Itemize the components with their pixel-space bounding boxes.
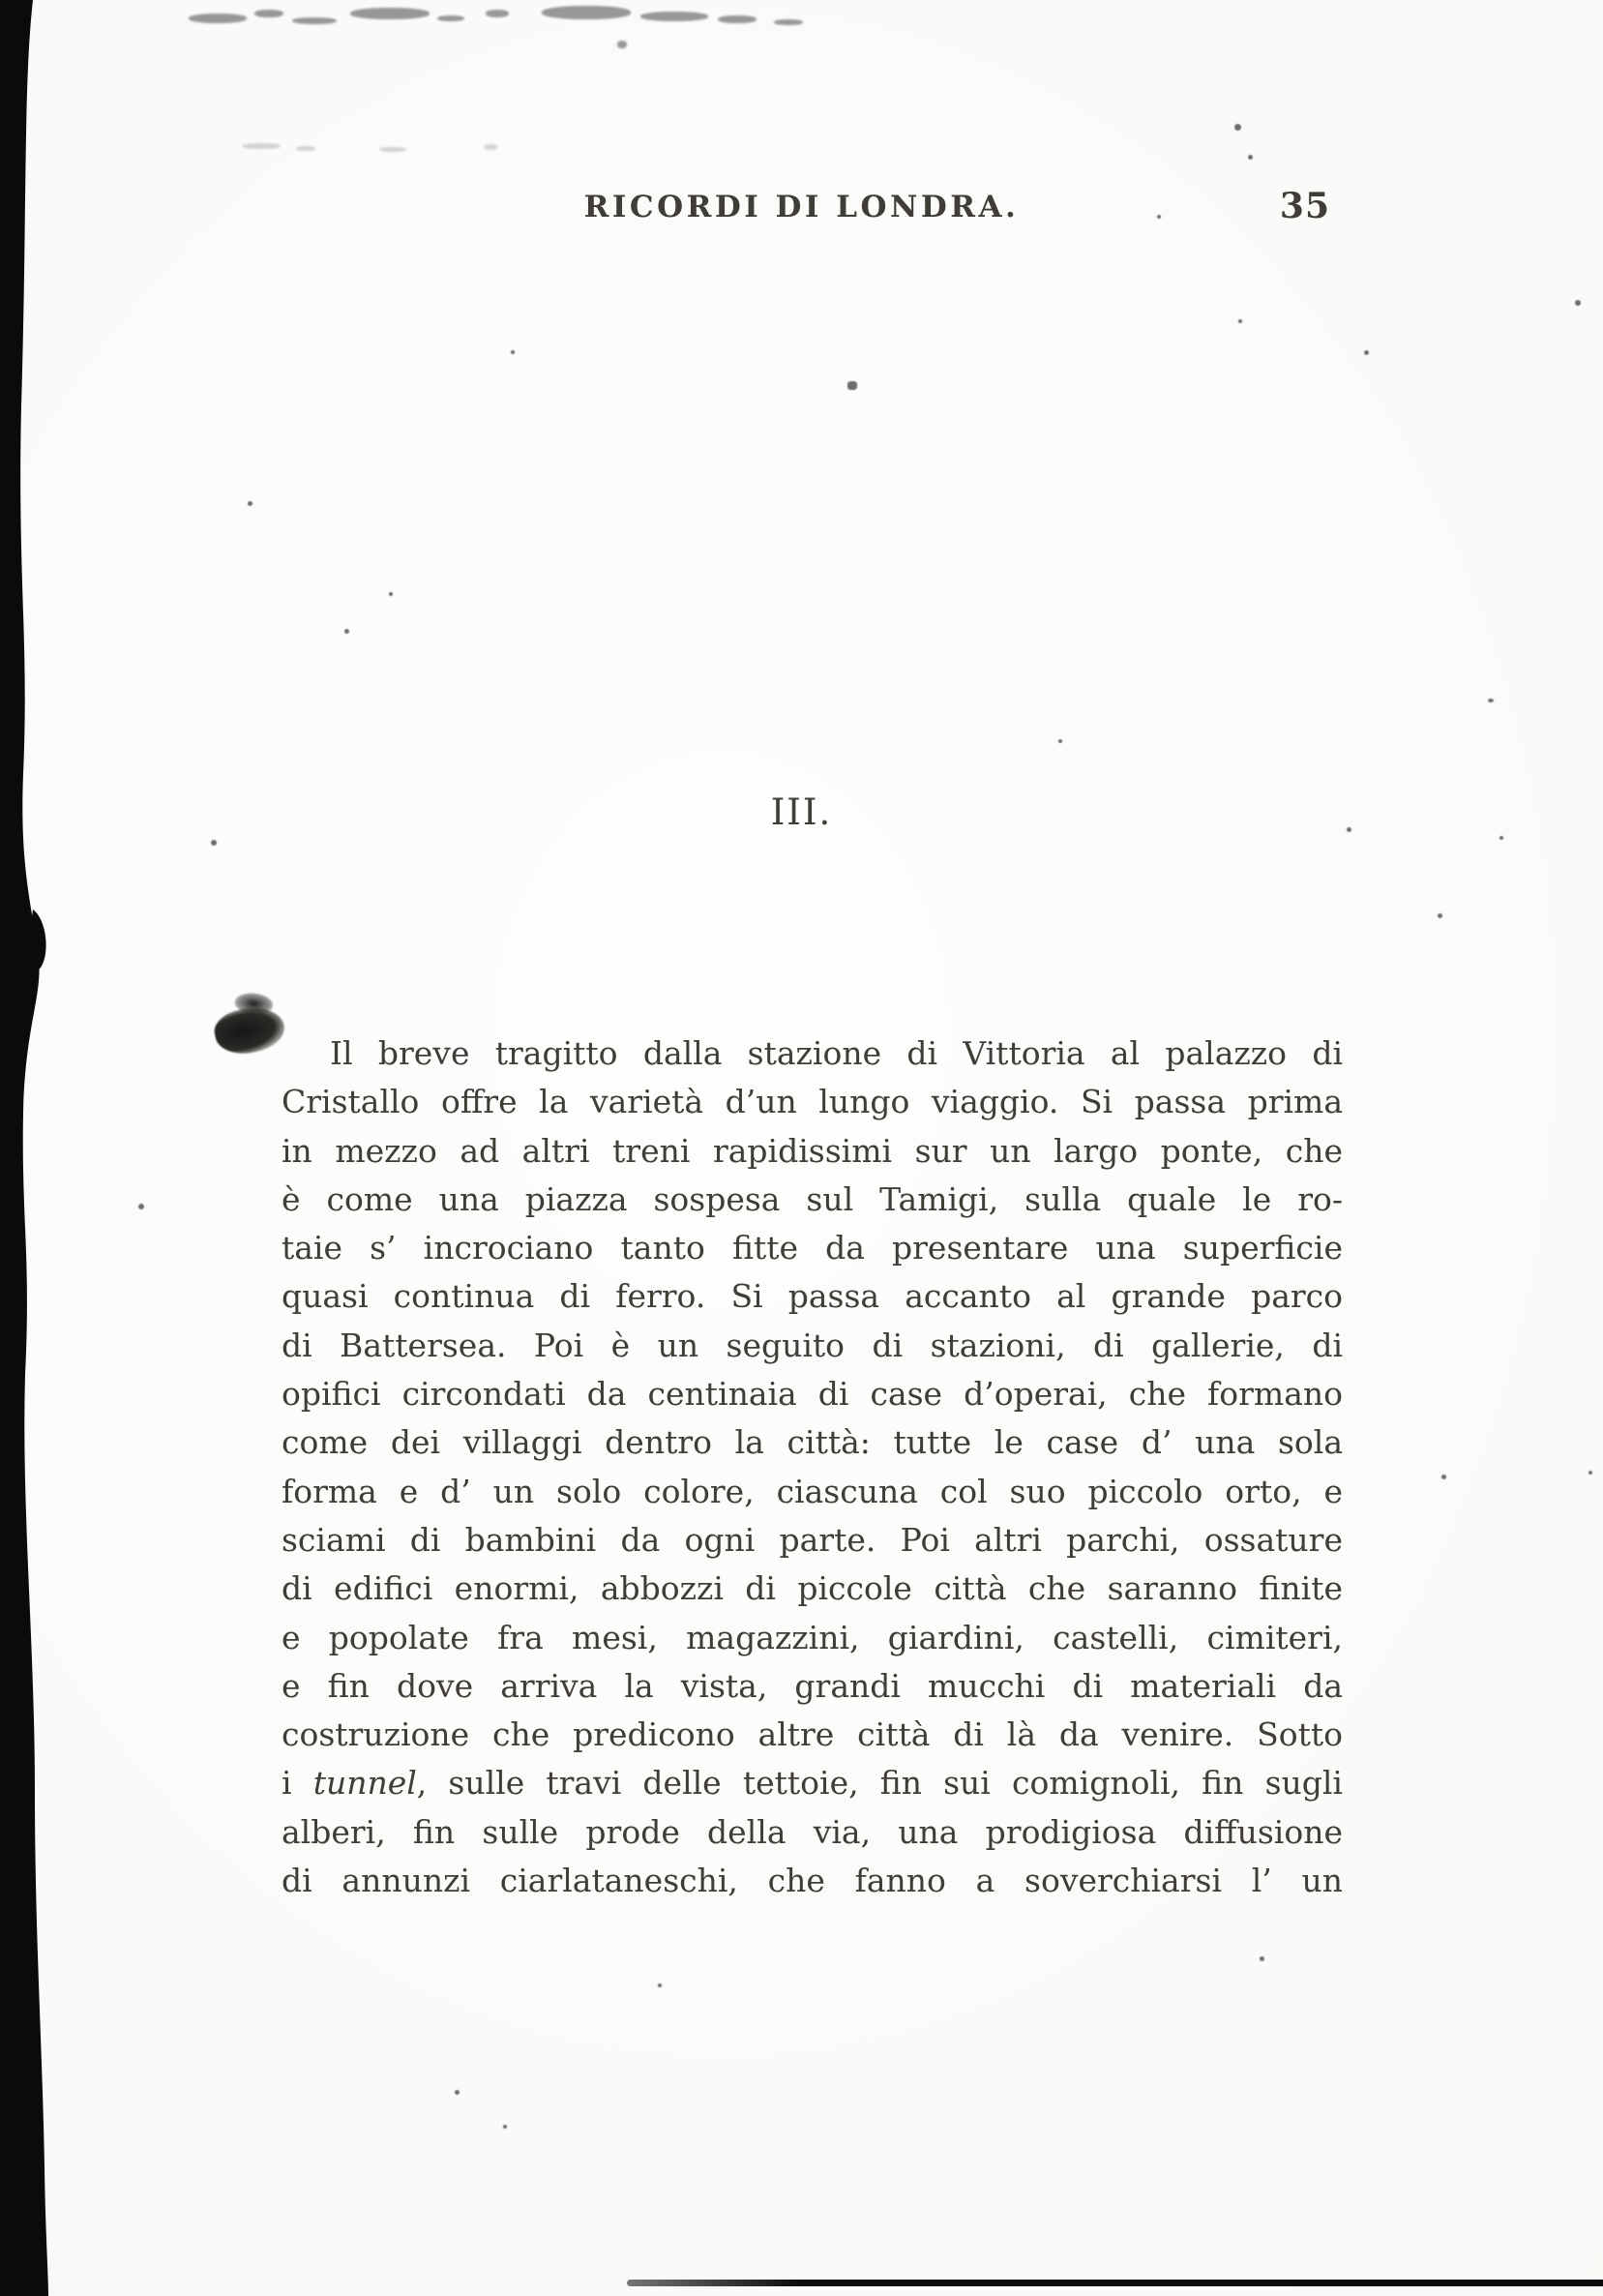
speck [658, 1983, 662, 1987]
speck [1499, 836, 1503, 840]
speck [1058, 739, 1062, 743]
speck [1248, 155, 1253, 160]
body-paragraph [282, 1029, 1343, 1905]
noise-mark [484, 144, 497, 150]
text-line: di Battersea. Poi è un seguito di stazioni, di gallerie, di [282, 1326, 1343, 1364]
text-line: sciami di bambini da ogni parte. Poi altri parchi, ossature [282, 1520, 1343, 1559]
text-line: costruzione che predicono altre città di là da venire. Sotto [282, 1715, 1343, 1754]
text-line: forma e d’ un solo colore, ciascuna col suo piccolo orto, e [282, 1472, 1343, 1510]
text-line: Cristallo offre la varietà d’un lungo viaggio. Si passa prima [282, 1083, 1343, 1121]
binding-shadow [0, 0, 58, 2296]
text-line: opifici circondati da centinaia di case d’operai, che formano [282, 1375, 1343, 1414]
text-line: i tunnel, sulle travi delle tettoie, fin sui comignoli, fin sugli [282, 1764, 1343, 1803]
noise-mark [774, 19, 803, 25]
speck [1238, 319, 1242, 323]
speck [1488, 699, 1494, 702]
italic-word: tunnel [312, 1764, 417, 1803]
noise-mark [242, 143, 281, 149]
binding-edge-shape [0, 0, 58, 2296]
text-line: in mezzo ad altri treni rapidissimi sur un largo ponte, che [282, 1131, 1343, 1170]
text-line: Il breve tragitto dalla stazione di Vittoria al palazzo di [330, 1034, 1343, 1072]
noise-mark [350, 8, 430, 19]
noise-mark [718, 15, 757, 23]
text-line: taie s’ incrociano tanto fitte da presentare una superficie [282, 1229, 1343, 1267]
speck [344, 629, 349, 634]
noise-mark [379, 147, 406, 152]
speck [511, 350, 515, 354]
text-line: e fin dove arriva la vista, grandi mucchi di materiali da [282, 1666, 1343, 1705]
section-heading: III. [770, 791, 833, 833]
noise-mark [486, 10, 509, 17]
noise-mark [640, 12, 708, 21]
text-line: di edifici enormi, abbozzi di piccole città che saranno finite [282, 1569, 1343, 1608]
speck [1234, 124, 1241, 131]
speck [847, 381, 857, 390]
speck [1441, 1475, 1446, 1479]
noise-mark [296, 146, 315, 151]
page-number: 35 [1279, 186, 1330, 226]
noise-mark [292, 17, 337, 24]
text-line: è come una piazza sospesa sul Tamigi, sulla quale le ro- [282, 1179, 1343, 1218]
speck [1575, 300, 1581, 306]
text-line: alberi, fin sulle prode della via, una prodigiosa diffusione [282, 1812, 1343, 1851]
text-line: e popolate fra mesi, magazzini, giardini, castelli, cimiteri, [282, 1618, 1343, 1656]
speck [389, 592, 393, 596]
speck [248, 501, 252, 506]
noise-mark [617, 41, 627, 48]
text-line: quasi continua di ferro. Si passa accanto al grande parco [282, 1277, 1343, 1316]
speck [1260, 1956, 1264, 1961]
speck [1588, 1471, 1592, 1475]
text-line: di annunzi ciarlataneschi, che fanno a soverchiarsi l’ un [282, 1862, 1343, 1900]
noise-mark [189, 14, 247, 23]
speck [1364, 350, 1369, 355]
speck [211, 840, 217, 846]
speck [138, 1204, 144, 1209]
noise-mark [437, 15, 464, 21]
page-edge-line [627, 2280, 1603, 2286]
noise-mark [542, 6, 631, 19]
noise-mark [254, 10, 283, 17]
running-title: RICORDI DI LONDRA. [583, 190, 1020, 224]
speck [1438, 913, 1442, 918]
ink-smudge [211, 1001, 288, 1059]
speck [503, 2125, 507, 2129]
text-line: come dei villaggi dentro la città: tutte le case d’ una sola [282, 1423, 1343, 1462]
page-header [0, 186, 1603, 232]
speck [455, 2090, 460, 2095]
